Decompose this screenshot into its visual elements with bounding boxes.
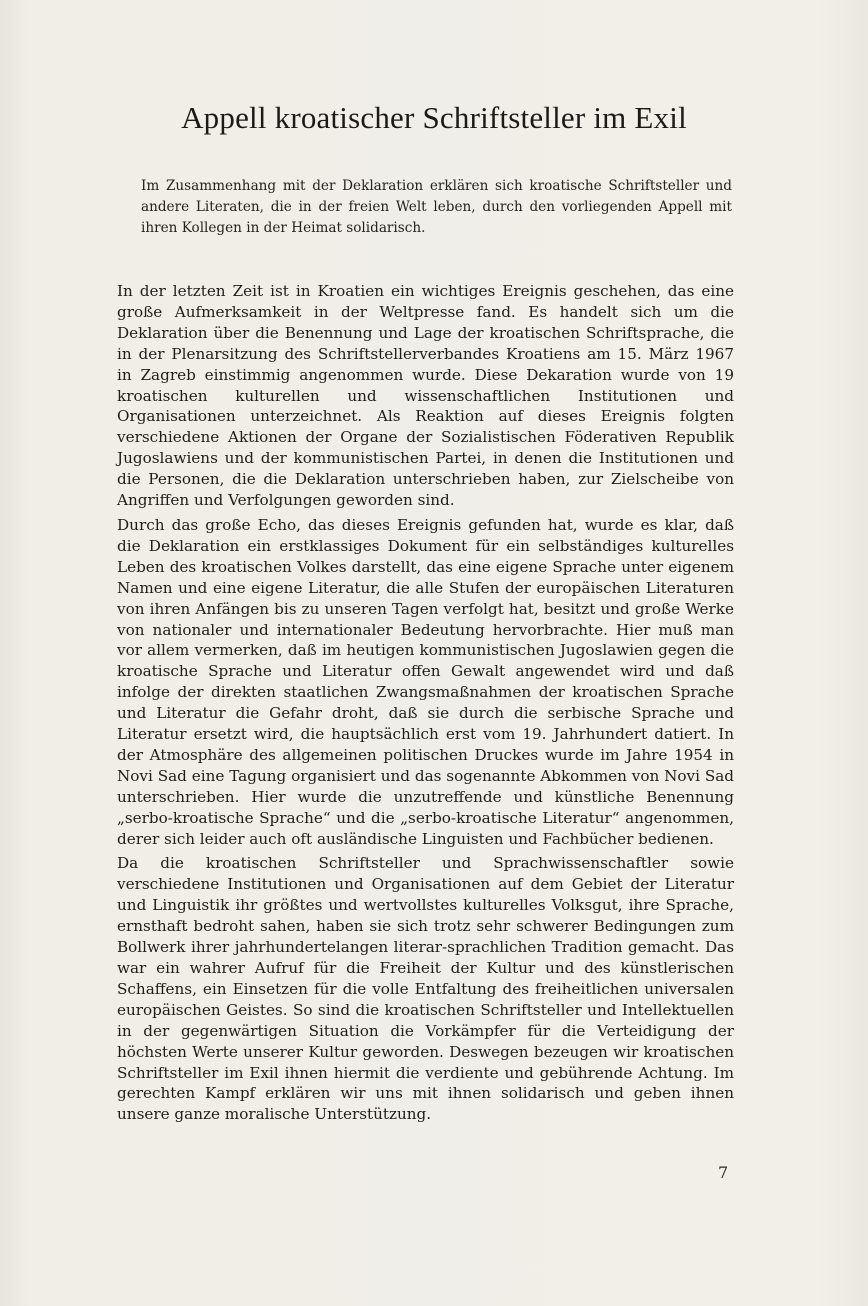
page-number: 7 bbox=[718, 1163, 729, 1182]
intro-paragraph: Im Zusammenhang mit der Deklaration erklären sich kroatische Schriftsteller und andere Literaten, die in der freien Welt leben, durch den vorliegenden Appell mit ihren Kollegen in der Heimat solidarisch. bbox=[141, 178, 732, 236]
paragraph-3: Da die kroatischen Schriftsteller und Sprachwissenschaftler sowie verschiedene Institutionen und Organisationen auf dem Gebiet der Literatur und Linguistik ihr größtes und wertvollstes kulturelles Volksgut, ihre Sprache, ernsthaft bedroht sahen, haben sie sich trotz sehr schwerer Bedingungen zum Bollwerk ihrer jahrhundertelangen literar-sprachlichen Tradition gemacht. Das war ein wahrer Aufruf für die Freiheit der Kultur und des künstlerischen Schaffens, ein Einsetzen für die volle Entfaltung des freiheitlichen universalen europäischen Geistes. So sind die kroatischen Schriftsteller und Intellektuellen in der gegenwärtigen Situation die Vorkämpfer für die Verteidigung der höchsten Werte unserer Kultur geworden. Deswegen bezeugen wir kroatischen Schriftsteller im Exil ihnen hiermit die verdiente und gebührende Achtung. Im gerechten Kampf erklären wir uns mit ihnen solidarisch und geben ihnen unsere ganze moralische Unterstützung. bbox=[117, 854, 734, 1124]
document-title: Appell kroatischer Schriftsteller im Exil bbox=[181, 100, 687, 135]
paragraph-1: In der letzten Zeit ist in Kroatien ein wichtiges Ereignis geschehen, das eine große Aufmerksamkeit in der Weltpresse fand. Es handelt sich um die Deklaration über die Benennung und Lage der kroatischen Schriftsprache, die in der Plenarsitzung des Schriftstellerverbandes Kroatiens am 15. März 1967 in Zagreb einstimmig angenommen wurde. Diese Dekaration wurde von 19 kroatischen kulturellen und wissenschaftlichen Institutionen und Organisationen unterzeichnet. Als Reaktion auf dieses Ereignis folgten verschiedene Aktionen der Organe der Sozialistischen Föderativen Republik Jugoslawiens und der kommunistischen Partei, in denen die Institutionen und die Personen, die die Deklaration unterschrieben haben, zur Zielscheibe von Angriffen und Verfolgungen geworden sind. bbox=[117, 282, 734, 510]
body-text bbox=[117, 281, 734, 1129]
paragraph-2: Durch das große Echo, das dieses Ereignis gefunden hat, wurde es klar, daß die Deklaration ein erstklassiges Dokument für ein selbständiges kulturelles Leben des kroatischen Volkes darstellt, das eine eigene Sprache unter eigenem Namen und eine eigene Literatur, die alle Stufen der europäischen Literaturen von ihren Anfängen bis zu unseren Tagen verfolgt hat, besitzt und große Werke von nationaler und internationaler Bedeutung hervorbrachte. Hier muß man vor allem vermerken, daß im heutigen kommunistischen Jugoslawien gegen die kroatische Sprache und Literatur offen Gewalt angewendet wird und daß infolge der direkten staatlichen Zwangsmaßnahmen der kroatischen Sprache und Literatur die Gefahr droht, daß sie durch die serbische Sprache und Literatur ersetzt wird, die hauptsächlich erst vom 19. Jahrhundert datiert. In der Atmosphäre des allgemeinen politischen Druckes wurde im Jahre 1954 in Novi Sad eine Tagung organisiert und das sogenannte Abkommen von Novi Sad unterschrieben. Hier wurde die unzutreffende und künstliche Benennung „serbo-kroatische Sprache“ und die „serbo-kroatische Literatur“ angenommen, derer sich leider auch oft ausländische Linguisten und Fachbücher bedienen. bbox=[117, 515, 734, 848]
